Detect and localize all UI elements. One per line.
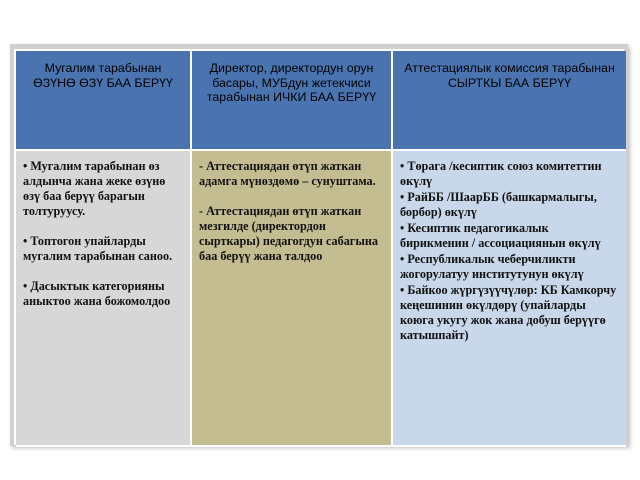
- list-item: • Төрага /кесиптик союз комитеттин өкүлү: [400, 159, 602, 188]
- header-external-assessment: [393, 51, 626, 151]
- list-item: • Кесиптик педагогикалык бирикменин / ассоциациянын өкүлү: [400, 221, 601, 250]
- list-item: • РайББ /ШаарББ (башкармалыгы, борбор) өкүлү: [400, 190, 597, 219]
- assessment-table: [14, 49, 624, 445]
- list-item: • Мугалим тарабынан өз алдынча жана жеке өзүнө өзү баа берүү барагын толтуруусу.: [23, 159, 166, 218]
- header-internal-assessment: [192, 51, 393, 151]
- header-external-assessment-text: Аттестациялык комиссия тарабынан СЫРТКЫ БАА БЕРҮҮ: [404, 61, 615, 90]
- list-item: • Топтогон упайларды мугалим тарабынан саноо.: [23, 234, 173, 263]
- external-assessment-cell: [393, 151, 626, 447]
- header-internal-assessment-text: Директор, директордун орун басары, МУБдун жетекчиси тарабынан ИЧКИ БАА БЕРҮҮ: [206, 61, 377, 105]
- header-self-assessment: [16, 51, 192, 151]
- self-assessment-cell: [16, 151, 192, 447]
- list-item: • Дасыктык категорияны аныктоо жана божомолдоо: [23, 279, 171, 308]
- internal-assessment-cell: [192, 151, 393, 447]
- list-item: • Байкоо жүргүзүүчүлөр: КБ Камкорчу кеңешинин өкүлдөрү (упайларды коюга укугу жок жана добуш берүүгө катышпайт): [400, 283, 617, 342]
- header-self-assessment-text: Мугалим тарабынан ӨЗҮНӨ ӨЗҮ БАА БЕРҮҮ: [33, 61, 173, 90]
- list-item: - Аттестациядан өтүп жаткан мезгилде (директордон сырткары) педагогдун сабагына баа берүү жана талдоо: [199, 204, 378, 263]
- list-item: • Республикалык чеберчиликти жогорулатуу институтунун өкүлү: [400, 252, 584, 281]
- list-item: - Аттестациядан өтүп жаткан адамга мүнөздөмө – сунуштама.: [199, 159, 376, 188]
